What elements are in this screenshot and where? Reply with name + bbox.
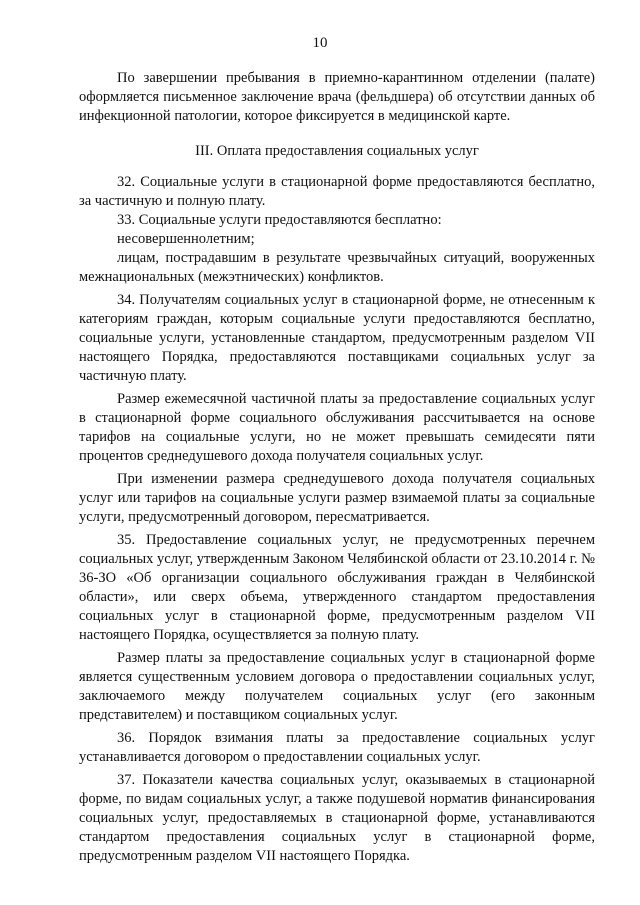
paragraph-34: 34. Получателям социальных услуг в стационарной форме, не отнесенным к категориям граждан, которым социальные услуги предоставляются бесплатно, социальные услуги, установленные стандартом, предусмотренным разделом VII настоящего Порядка, предоставляются поставщиками социальных услуг за частичную плату. (79, 292, 595, 384)
paragraph-34-fee-revision: При изменении размера среднедушевого дохода получателя социальных услуг или тарифов на социальные услуги размер взимаемой платы за социальные услуги, предусмотренный договором, пересматривается. (79, 471, 595, 525)
document-body (79, 69, 595, 866)
paragraph-33-item-minors: несовершеннолетним; (117, 231, 255, 247)
paragraph-34-partial-fee: Размер ежемесячной частичной платы за предоставление социальных услуг в стационарной форме социального обслуживания рассчитывается на основе тарифов на социальные услуги, но не может превышать семидесяти пяти процентов среднедушевого дохода получателя социальных услуг. (79, 391, 595, 464)
paragraph-33-item-victims: лицам, пострадавшим в результате чрезвычайных ситуаций, вооруженных межнациональных (межэтнических) конфликтов. (79, 250, 595, 285)
paragraph-33: 33. Социальные услуги предоставляются бесплатно: (117, 212, 442, 228)
section-heading: III. Оплата предоставления социальных услуг (195, 143, 479, 159)
paragraph-37: 37. Показатели качества социальных услуг, оказываемых в стационарной форме, по видам социальных услуг, а также подушевой норматив финансирования социальных услуг, предоставляемых в стационарной форме, устанавливаются стандартом предоставления социальных услуг в стационарной форме, предусмотренным разделом VII настоящего Порядка. (79, 772, 595, 864)
page-number: 10 (312, 35, 328, 51)
intro-paragraph: По завершении пребывания в приемно-карантинном отделении (палате) оформляется письменное заключение врача (фельдшера) об отсутствии данных об инфекционной патологии, которое фиксируется в медицинской карте. (79, 70, 595, 124)
paragraph-35-fee-size: Размер платы за предоставление социальных услуг в стационарной форме является существенным условием договора о предоставлении социальных услуг, заключаемого между получателем социальных услуг (его законным представителем) и поставщиком социальных услуг. (79, 650, 595, 723)
paragraph-32: 32. Социальные услуги в стационарной форме предоставляются бесплатно, за частичную и полную плату. (79, 174, 595, 209)
paragraph-35: 35. Предоставление социальных услуг, не предусмотренных перечнем социальных услуг, утвержденным Законом Челябинской области от 23.10.2014 г. № 36-ЗО «Об организации социального обслуживания граждан в Челябинской области», или сверх объема, утвержденного стандартом предоставления социальных услуг в стационарной форме, предусмотренным разделом VII настоящего Порядка, осуществляется за полную плату. (79, 532, 595, 643)
paragraph-36: 36. Порядок взимания платы за предоставление социальных услуг устанавливается договором о предоставлении социальных услуг. (79, 730, 595, 765)
